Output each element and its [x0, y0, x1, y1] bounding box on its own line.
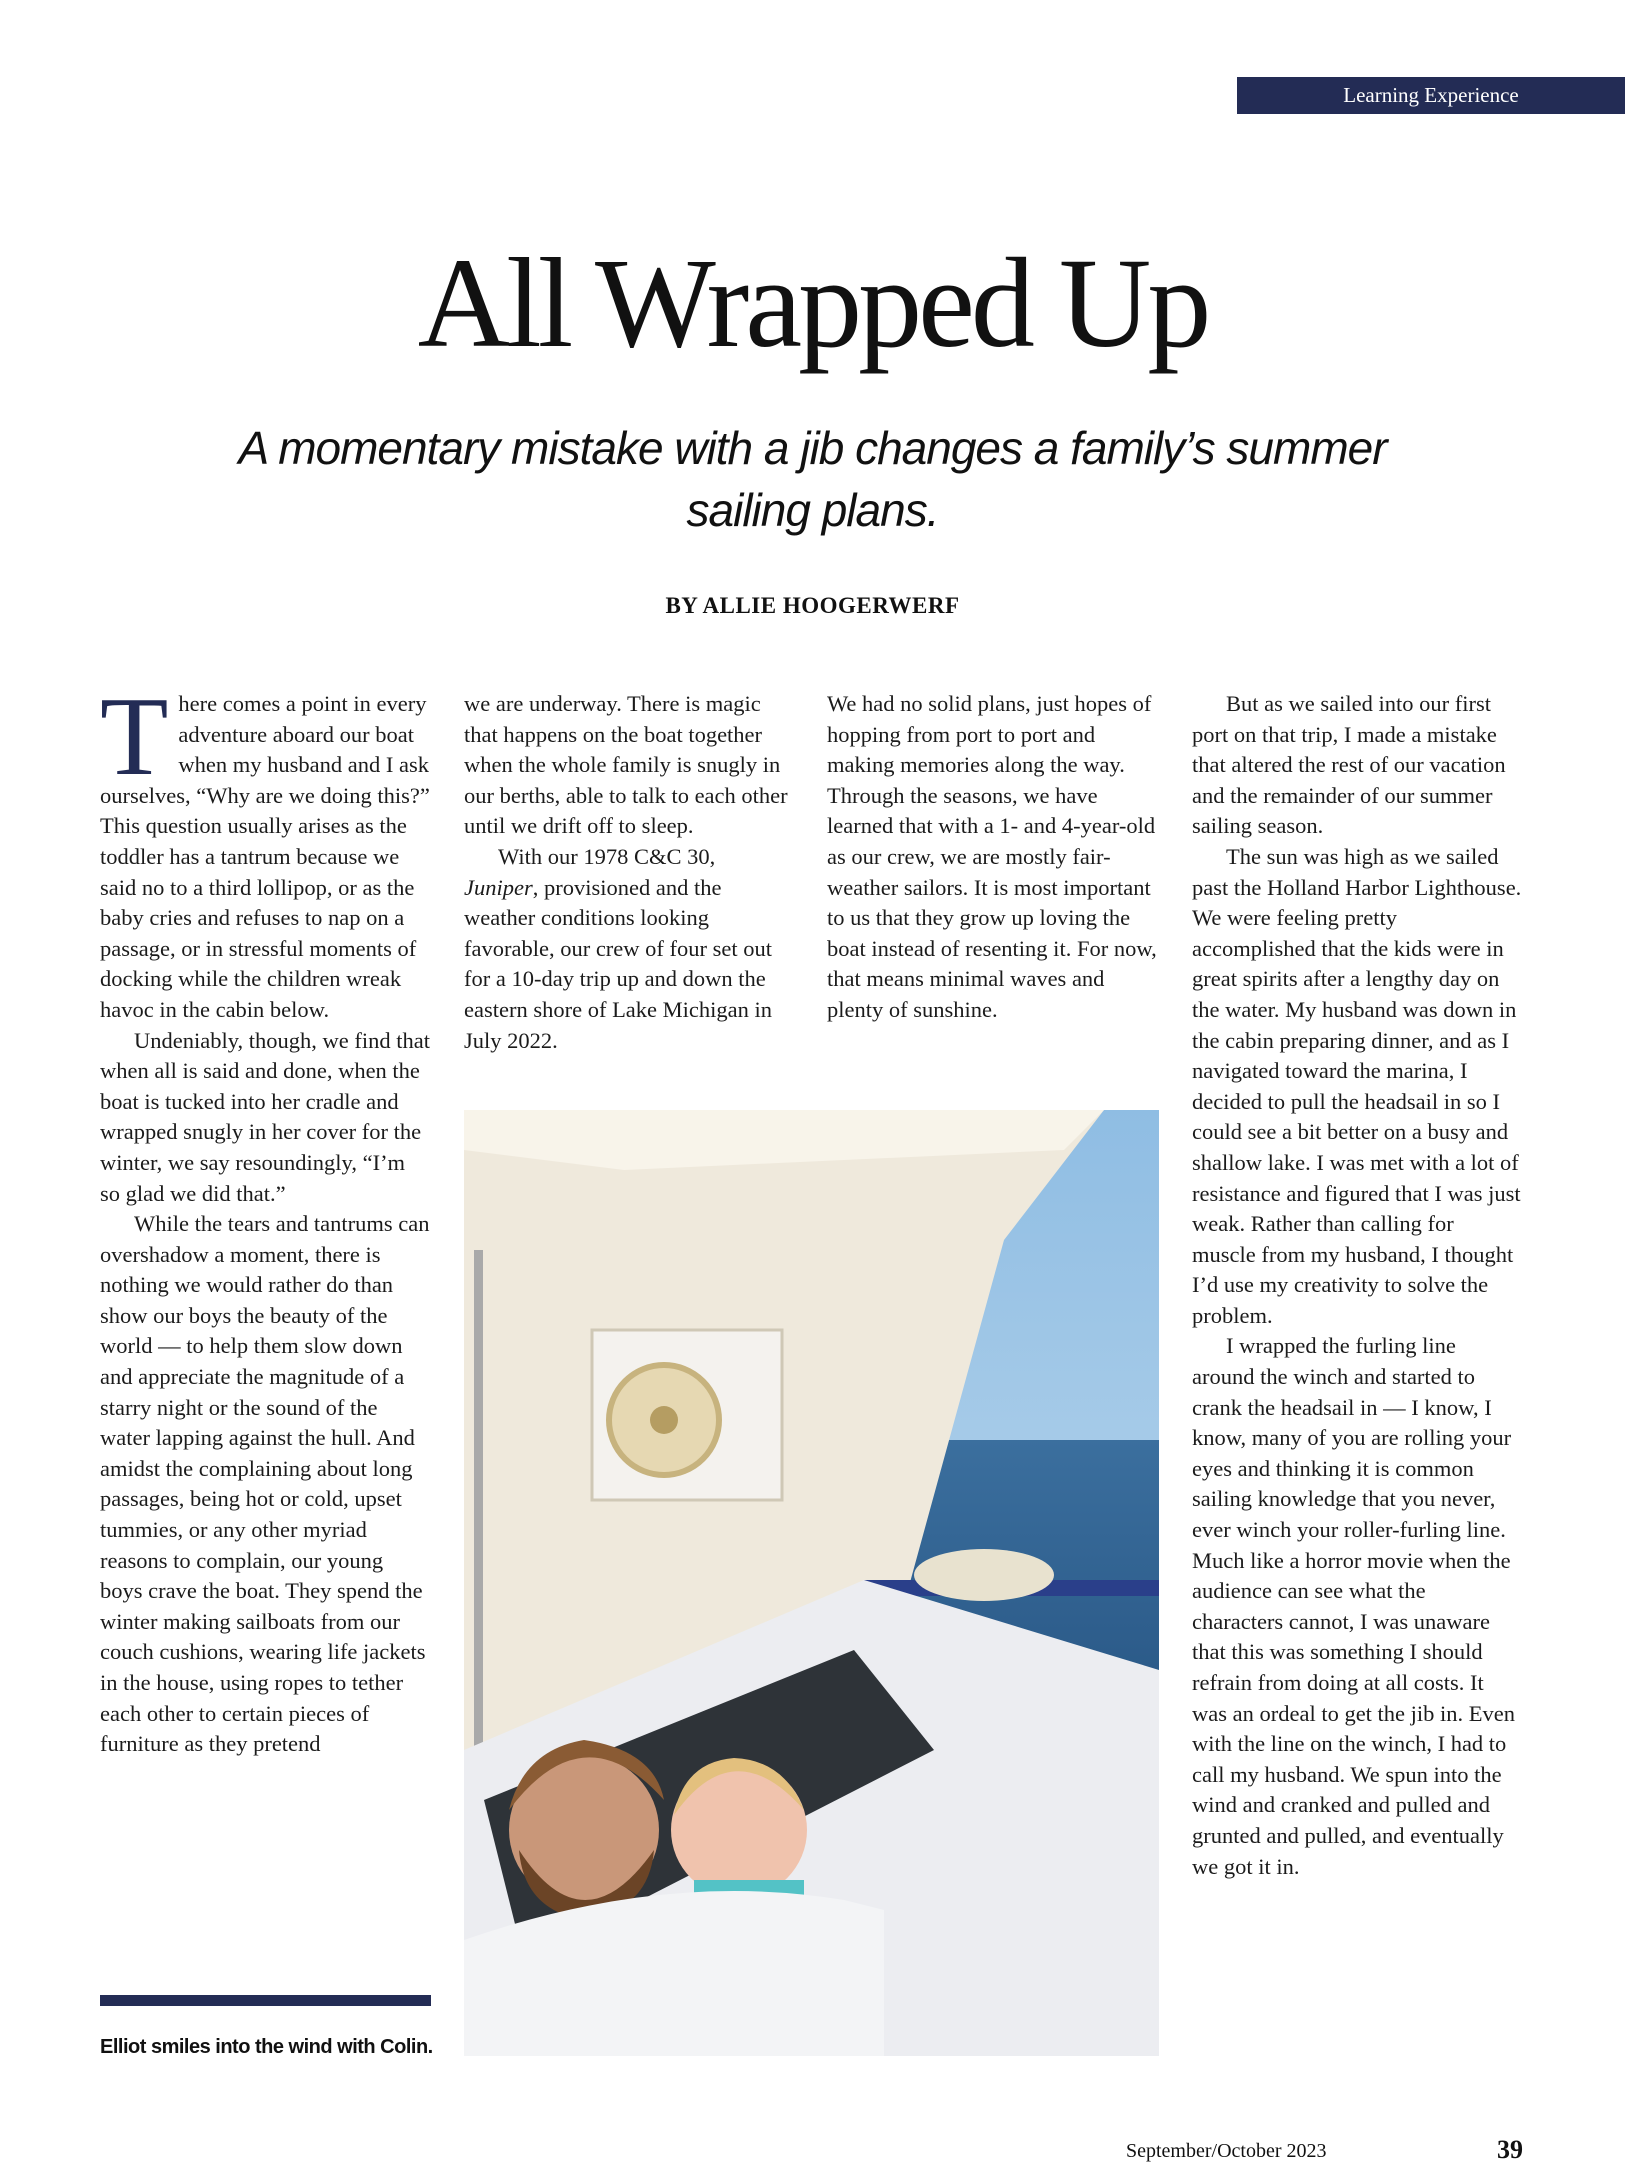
article-subtitle: A momentary mistake with a jib changes a family’s summer sailing plans.	[238, 422, 1387, 536]
paragraph: I wrapped the furling line around the winch and started to crank the headsail in — I know, I know, many of you are rolling your eyes and thinking it is common sailing knowledge that you never, ever winch your roller-furling line. Much like a horror movie when the audience can see what the characters cannot, I was unaware that this was something I should refrain from doing at all costs. It was an ordeal to get the jib in. Even with the line on the winch, I had to call my husband. We spun into the wind and cranked and pulled and grunted and pulled, and eventually we got it in.	[1192, 1333, 1516, 1879]
drop-cap: T	[100, 675, 169, 799]
vent-hub	[650, 1406, 678, 1434]
article-column-1	[100, 675, 430, 1760]
article-column-3	[827, 689, 1157, 1026]
section-tab: Learning Experience	[1237, 77, 1625, 114]
paragraph: But as we sailed into our first port on that trip, I made a mistake that altered the rest of our vacation and the remainder of our summer sailing season.	[1192, 691, 1506, 839]
page-number: 39	[1497, 2135, 1523, 2164]
text-run: With our 1978 C&C 30,	[498, 843, 716, 869]
paragraph: While the tears and tantrums can overshadow a moment, there is nothing we would rather do than show our boys the beauty of the world — to help them slow down and appreciate the magnitude of a starry night or the sound of the water lapping against the hull. And amidst the complaining about long passages, being hot or cold, upset tummies, or any other myriad reasons to complain, our young boys crave the boat. They spend the winter making sailboats from our couch cushions, wearing life jackets in the house, using ropes to tether each other to certain pieces of furniture as they pretend	[100, 1211, 430, 1757]
text-run: , provisioned and the weather conditions looking favorable, our crew of four set out for a 10-day trip up and down the eastern shore of Lake Michigan in July 2022.	[464, 874, 773, 1053]
paragraph: we are underway. There is magic that happens on the boat together when the whole family is snugly in our berths, able to talk to each other until we drift off to sleep.	[464, 691, 788, 839]
article-column-4	[1192, 689, 1522, 1882]
support-pole	[474, 1250, 483, 1750]
boat-name: Juniper	[464, 874, 533, 900]
paragraph	[464, 842, 794, 1056]
paragraph: The sun was high as we sailed past the Holland Harbor Lighthouse. We were feeling pretty accomplished that the kids were in great spirits after a lengthy day on the water. My husband was down in the cabin preparing dinner, and as I navigated toward the marina, I decided to pull the headsail in so I could see a bit better on a busy and shallow lake. I was met with a lot of resistance and figured that I was just weak. Rather than calling for muscle from my husband, I thought I’d use my creativity to solve the problem.	[1192, 843, 1522, 1328]
fender	[914, 1549, 1054, 1601]
article-photo	[464, 1110, 1159, 2056]
paragraph: Undeniably, though, we find that when all is said and done, when the boat is tucked into her cradle and wrapped snugly in her cover for the winter, we say resoundingly, “I’m so glad we did that.”	[100, 1027, 430, 1206]
article-title: All Wrapped Up	[417, 232, 1208, 374]
photo-caption: Elliot smiles into the wind with Colin.	[100, 2036, 433, 2058]
issue-date: September/October 2023	[1126, 2140, 1327, 2162]
photo-illustration	[464, 1110, 1159, 2056]
caption-rule	[100, 1995, 431, 2006]
paragraph: We had no solid plans, just hopes of hopping from port to port and making memories along the way. Through the seasons, we have learned that with a 1- and 4-year-old as our crew, we are mostly fair-weather sailors. It is most important to us that they grow up loving the boat instead of resenting it. For now, that means minimal waves and plenty of sunshine.	[827, 691, 1157, 1022]
article-column-2	[464, 689, 794, 1056]
byline: BY ALLIE HOOGERWERF	[665, 593, 960, 618]
paragraph: here comes a point in every adventure aboard our boat when my husband and I ask ourselves, “Why are we doing this?” This question usually arises as the toddler has a tantrum because we said no to a third lollipop, or as the baby cries and refuses to nap on a passage, or in stressful moments of docking while the children wreak havoc in the cabin below.	[100, 691, 430, 1022]
